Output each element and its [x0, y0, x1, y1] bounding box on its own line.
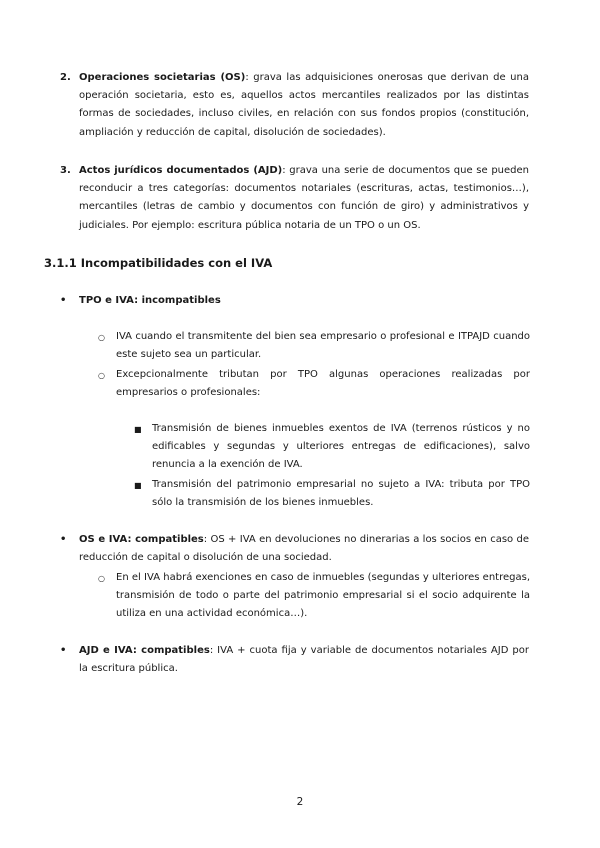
item-number: 2. — [60, 72, 71, 83]
item-title: Operaciones societarias (OS) — [79, 72, 246, 83]
bullet-square-icon: ■ — [134, 481, 142, 490]
subsub-bullet-tpo-2 — [134, 476, 530, 512]
bullet-tpo — [60, 292, 529, 310]
bullet-ajd — [60, 642, 529, 678]
item-number: 3. — [60, 165, 71, 176]
item-title: Actos jurídicos documentados (AJD) — [79, 165, 283, 176]
bullet-circle-icon: ○ — [98, 574, 105, 583]
bullet-title: OS e IVA: compatibles — [79, 534, 204, 545]
sub-bullet-tpo-1 — [98, 328, 530, 364]
numbered-item-ajd — [60, 162, 529, 235]
bullet-square-icon: ■ — [134, 425, 142, 434]
sub-bullet-text: IVA cuando el transmitente del bien sea empresario o profesional e ITPAJD cuando este sujeto sea un particular. — [116, 331, 530, 361]
subsub-bullet-text: Transmisión del patrimonio empresarial no sujeto a IVA: tributa por TPO sólo la transmisión de los bienes inmuebles. — [152, 479, 530, 509]
bullet-title: AJD e IVA: compatibles — [79, 645, 210, 656]
bullet-os — [60, 531, 529, 567]
sub-bullet-tpo-2 — [98, 366, 530, 402]
bullet-disc-icon: • — [60, 534, 67, 545]
bullet-text: : IVA + cuota fija y variable de documentos notariales AJD por la escritura pública. — [79, 645, 529, 675]
bullet-disc-icon: • — [60, 295, 67, 306]
numbered-item-os — [60, 69, 529, 142]
bullet-disc-icon: • — [60, 645, 67, 656]
sub-bullet-text: En el IVA habrá exenciones en caso de inmuebles (segundas y ulteriores entregas, transmisión de todo o parte del patrimonio empresarial si el socio adquirente la utiliza en una actividad económica…). — [116, 572, 530, 620]
item-text: : grava las adquisiciones onerosas que derivan de una operación societaria, esto es, aquellos actos mercantiles realizados por las distintas formas de sociedades, incluso civiles, en relación con sus fondos propios (constitución, ampliación y reducción de capital, disolución de sociedades). — [79, 72, 529, 138]
bullet-circle-icon: ○ — [98, 333, 105, 342]
bullet-circle-icon: ○ — [98, 371, 105, 380]
subsub-bullet-text: Transmisión de bienes inmuebles exentos de IVA (terrenos rústicos y no edificables y segundas y ulteriores entregas de edificaciones), salvo renuncia a la exención de IVA. — [152, 423, 530, 471]
section-heading: 3.1.1 Incompatibilidades con el IVA — [44, 256, 273, 270]
bullet-text: : OS + IVA en devoluciones no dinerarias a los socios en caso de reducción de capital o disolución de una sociedad. — [79, 534, 529, 564]
bullet-title: TPO e IVA: incompatibles — [79, 295, 221, 306]
page-number: 2 — [296, 796, 304, 808]
sub-bullet-os-1 — [98, 569, 530, 624]
subsub-bullet-tpo-1 — [134, 420, 530, 475]
sub-bullet-text: Excepcionalmente tributan por TPO algunas operaciones realizadas por empresarios o profesionales: — [116, 369, 530, 399]
item-text: : grava una serie de documentos que se pueden reconducir a tres categorías: documentos notariales (escrituras, actas, testimonios…), mercantiles (letras de cambio y documentos con función de giro) y administrativos y judiciales. Por ejemplo: escritura pública notaria de un TPO o un OS. — [79, 165, 529, 231]
